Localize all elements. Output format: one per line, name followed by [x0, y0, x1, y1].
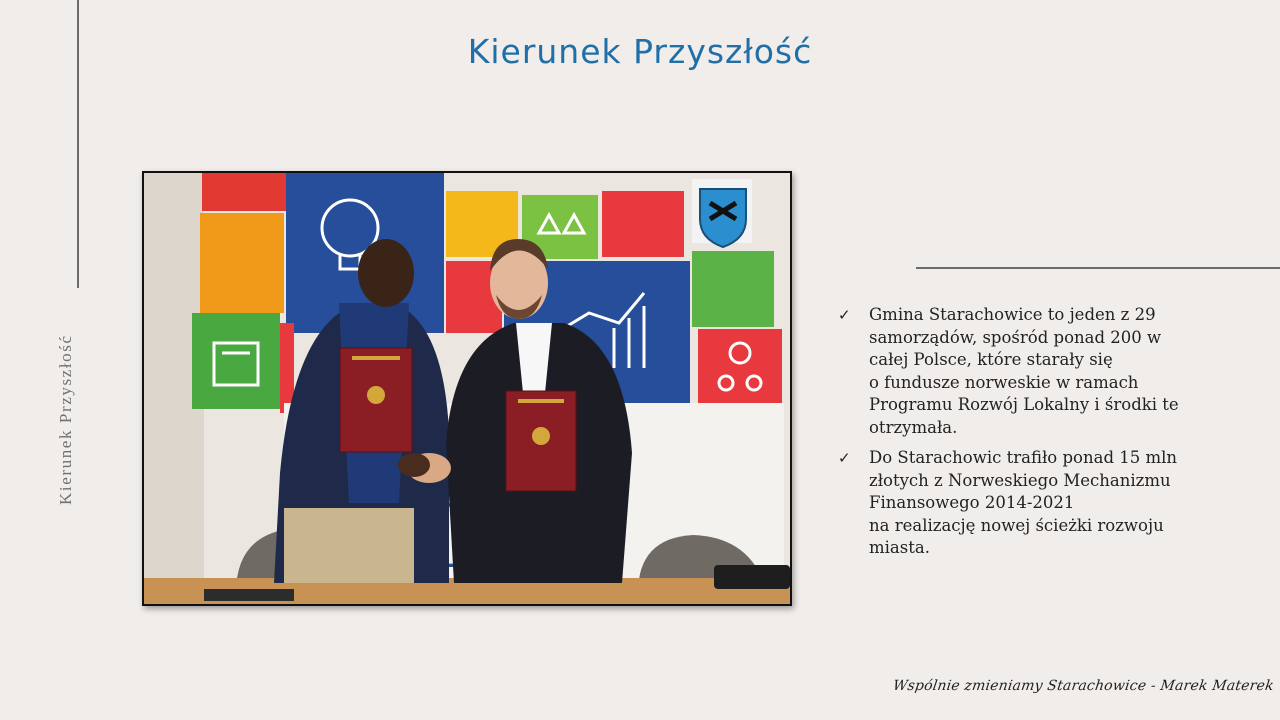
bullet-item	[838, 447, 1258, 560]
bullet-text: Do Starachowic trafiło ponad 15 mln złotych z Norweskiego Mechanizmu Finansowego 2014-2021 na realizację nowej ścieżki rozwoju miasta.	[869, 448, 1178, 557]
side-label: Kierunek Przyszłość	[56, 334, 75, 505]
bullet-item	[838, 304, 1258, 439]
horizontal-divider	[916, 267, 1280, 269]
footer-signature: Wspólnie zmieniamy Starachowice - Marek Materek	[891, 678, 1275, 694]
bullet-list	[838, 304, 1258, 568]
check-icon: ✓	[838, 306, 851, 324]
signing-photo	[142, 171, 792, 606]
check-icon: ✓	[838, 449, 851, 467]
page-title: Kierunek Przyszłość	[467, 32, 813, 71]
bullet-text: Gmina Starachowice to jeden z 29 samorządów, spośród ponad 200 w całej Polsce, które starały się o fundusze norweskie w ramach Programu Rozwój Lokalny i środki te otrzymała.	[869, 305, 1179, 437]
